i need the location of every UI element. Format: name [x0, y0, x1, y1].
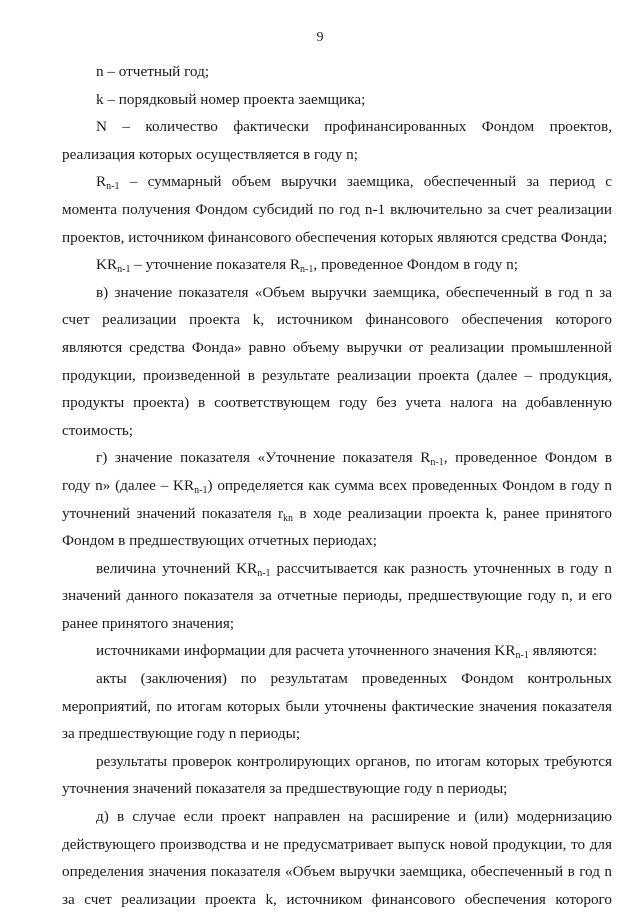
R-definition-text: – суммарный объем выручки заемщика, обеспеченный за период с момента получения Фондом субсидий по год n-1 включительно за счет реализации проектов, источником финансового обеспечения которых являются средства Фонда; [62, 173, 612, 246]
item-g-text-3: ) определяется как сумма всех проведенных Фондом в году n уточнений значений показателя r [62, 476, 612, 522]
item-g-text-1: г) значение показателя «Уточнение показателя R [96, 449, 431, 467]
paragraph-checks: результаты проверок контролирующих органов, по итогам которых требуются уточнения значений показателя за предшествующие году n периоды; [62, 752, 612, 798]
paragraph-N-definition: N – количество фактически профинансированных Фондом проектов, реализация которых осуществляется в году n; [62, 118, 612, 163]
document-body [62, 58, 612, 913]
sources-text-1: источниками информации для расчета уточненного значения KR [96, 642, 516, 660]
sources-text-2: являются: [528, 642, 598, 660]
size-text-2: рассчитывается как разность уточненных в году n значений данного показателя за отчетные периоды, предшествующие году n, и его ранее принятого значения; [62, 559, 612, 632]
page-number: 9 [316, 30, 324, 45]
item-g-subscript-2: n-1 [194, 484, 208, 496]
paragraph-item-g [62, 444, 612, 554]
size-subscript: n-1 [257, 567, 271, 579]
paragraph-size-of-corrections [62, 555, 612, 638]
paragraph-information-sources [62, 637, 612, 665]
paragraph-acts: акты (заключения) по результатам проведенных Фондом контрольных мероприятий, по итогам которых были уточнены фактические значения показателя за предшествующие году n периоды; [62, 670, 612, 743]
R-symbol: R [96, 173, 107, 191]
item-g-subscript-3: kn [283, 512, 294, 524]
paragraph-item-v: в) значение показателя «Объем выручки заемщика, обеспеченный в год n за счет реализации проекта k, источником финансового обеспечения которого являются средства Фонда» равно объему выручки от реализации промышленной продукции, произведенной в результате реализации проекта (далее – продукция, продукты проекта) в соответствующем году без учета налога на добавленную стоимость; [62, 283, 612, 439]
KR-subscript: n-1 [117, 264, 131, 276]
KR-definition-end: , проведенное Фондом в году n; [313, 256, 518, 274]
paragraph-item-d: д) в случае если проект направлен на расширение и (или) модернизацию действующего производства и не предусматривает выпуск новой продукции, то для определения значения показателя «Объем выручки заемщика, обеспеченный в год n за счет реализации проекта k, источником финансового обеспечения которого [62, 808, 612, 908]
paragraph-KR-definition [62, 251, 612, 279]
paragraph-n-definition: n – отчетный год; [96, 63, 210, 80]
item-g-subscript-1: n-1 [430, 457, 444, 469]
sources-subscript: n-1 [515, 650, 529, 662]
KR-R-subscript: n-1 [300, 264, 314, 276]
R-subscript: n-1 [106, 181, 120, 193]
KR-symbol: KR [96, 256, 118, 274]
paragraph-k-definition: k – порядковый номер проекта заемщика; [96, 90, 366, 108]
item-g-text-2: , проведенное Фондом в году n» (далее – KR [62, 449, 612, 494]
size-text-1: величина уточнений KR [96, 559, 258, 577]
KR-definition-text: – уточнение показателя R [130, 256, 300, 274]
paragraph-R-definition [62, 168, 612, 251]
item-g-text-4: в ходе реализации проекта k, ранее принятого Фондом в предшествующих отчетных периодах; [62, 504, 612, 550]
